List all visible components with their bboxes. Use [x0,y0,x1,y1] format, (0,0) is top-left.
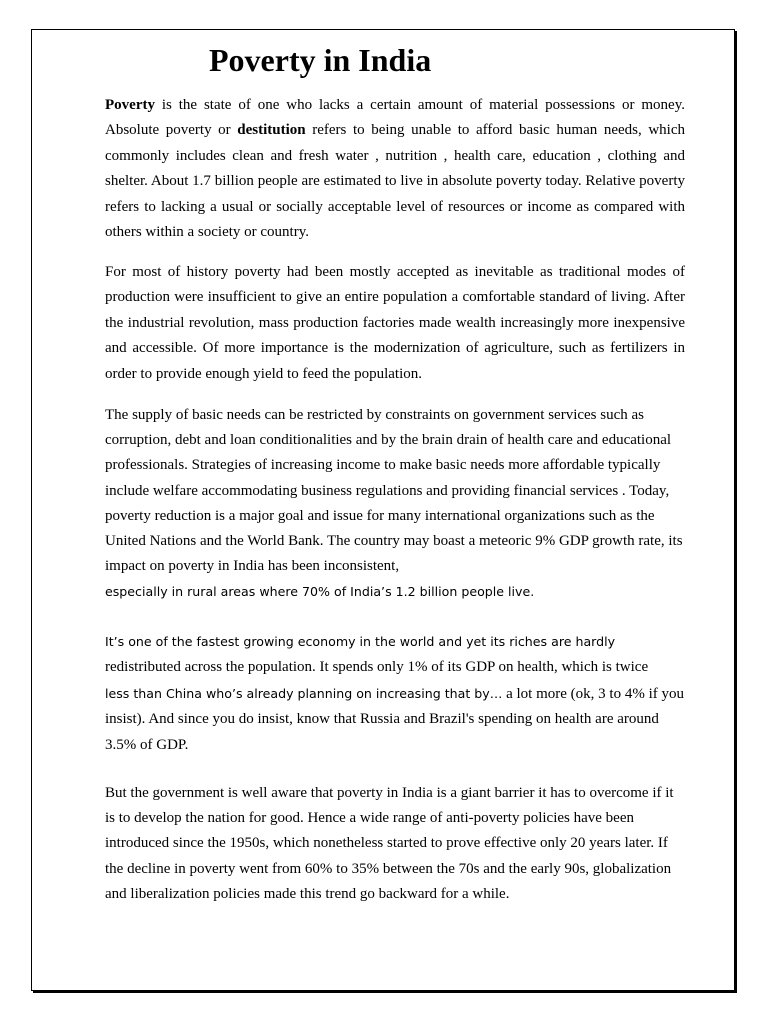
paragraph-text-sans: especially in rural areas where 70% of India’s 1.2 billion people live. [105,584,535,600]
paragraph-text-sans: less than China who’s already planning on increasing that by… [105,685,503,701]
paragraph-text: a lot more (ok, 3 to 4% if you insist). And since you do insist, know that Russia and Brazil's spending on health are around 3.5% of GDP. [105,685,684,753]
paragraph-basic-needs [105,403,685,606]
paragraph-text: redistributed across the population. It spends only 1% of its GDP on health, which is twice [105,659,649,676]
paragraph-text: The supply of basic needs can be restricted by constraints on government services such as corruption, debt and loan conditionalities and by the brain drain of health care and educational professionals. Strategies of increasing income to make basic needs more affordable typically include welfare accommodating business regulations and providing financial services . Today, poverty reduction is a major goal and issue for many international organizations such as the United Nations and the World Bank. The country may boast a meteoric 9% GDP growth rate, its impact on poverty in India has been inconsistent, [105,407,683,575]
term-destitution: destitution [237,122,306,139]
term-poverty: Poverty [105,97,155,113]
paragraph-history: For most of history poverty had been mostly accepted as inevitable as traditional modes of production were insufficient to give an entire population a comfortable standard of living. After the industrial revolution, mass production factories made wealth increasingly more inexpensive and accessible. Of more importance is the modernization of agriculture, such as fertilizers in order to provide enough yield to feed the population. [105,264,685,382]
paragraph-text: is the state of one who lacks a certain amount of material possessions or money. Absolute poverty or [105,97,685,139]
paragraph-definition [105,93,685,245]
paragraph-text-sans: It’s one of the fastest growing economy in the world and yet its riches are hardly [105,634,616,649]
page-title: Poverty in India [209,42,432,78]
paragraph-text: refers to being unable to afford basic human needs, which commonly includes clean and fresh water , nutrition , health care, education , clothing and shelter. About 1.7 billion people are estimated to live in absolute poverty today. Relative poverty refers to lacking a usual or socially acceptable level of resources or income as compared with others within a society or country. [105,122,685,241]
paragraph-government: But the government is well aware that poverty in India is a giant barrier it has to overcome if it is to develop the nation for good. Hence a wide range of anti-poverty policies have been introduced since the 1950s, which nonetheless started to prove effective only 20 years later. If the decline in poverty went from 60% to 35% between the 70s and the early 90s, globalization and liberalization policies made this trend go backward for a while. [105,785,674,902]
paragraph-economy [105,629,685,758]
